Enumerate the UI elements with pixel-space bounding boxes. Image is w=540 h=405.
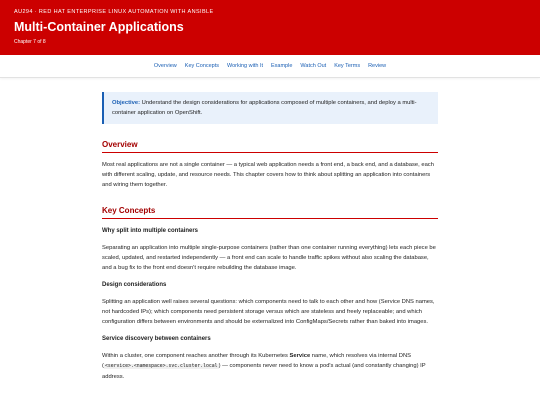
- service-discovery-text-c: ) — components never need to know a pod's actual (and constantly changing) IP address.: [102, 363, 426, 380]
- objective-label: Objective:: [112, 100, 141, 106]
- service-discovery-paragraph: [102, 351, 438, 382]
- nav-link-overview[interactable]: Overview: [153, 63, 177, 69]
- service-term: Service: [289, 353, 311, 359]
- nav-link-review[interactable]: Review: [368, 63, 387, 69]
- service-discovery-heading: Service discovery between containers: [102, 336, 211, 342]
- design-considerations-heading: Design considerations: [102, 282, 167, 288]
- service-discovery-text-a: Within a cluster, one component reaches another through its Kubernetes: [102, 353, 290, 359]
- overview-heading: Overview: [102, 140, 438, 153]
- why-split-paragraph: Separating an application into multiple single-purpose containers (rather than one container running everything) lets each piece be scaled, updated, and restarted independently — a front end can scale to handle traffic spikes without also scaling the database, and a bug fix to the front end doesn't require rebuilding the database image.: [102, 245, 436, 271]
- objective-text: Understand the design considerations for applications composed of multiple containers, and deploy a multi-container application on OpenShift.: [112, 100, 417, 116]
- objective-callout: [102, 92, 438, 124]
- why-split-heading: Why split into multiple containers: [102, 228, 199, 234]
- main-content: [102, 78, 438, 382]
- nav-link-example[interactable]: Example: [271, 63, 293, 69]
- service-discovery-text-b: name, which resolves via internal DNS (: [102, 353, 412, 369]
- chapter-indicator: Chapter 7 of 8: [14, 39, 46, 45]
- page-title: Multi-Container Applications: [14, 20, 184, 34]
- nav-link-key-terms[interactable]: Key Terms: [334, 63, 361, 69]
- course-label: AU294 · RED HAT ENTERPRISE LINUX AUTOMATION WITH ANSIBLE: [14, 9, 214, 15]
- nav-link-working-with-it[interactable]: Working with It: [227, 63, 263, 69]
- key-concepts-heading: Key Concepts: [102, 206, 438, 219]
- overview-paragraph: Most real applications are not a single container — a typical web application needs a front end, a back end, and a database, each with different scaling, update, and resource needs. This chapter covers how to think about splitting an application into containers and wiring them together.: [102, 162, 434, 188]
- nav-link-watch-out[interactable]: Watch Out: [300, 63, 327, 69]
- service-dns-code: <service>.<namespace>.svc.cluster.local: [104, 364, 218, 369]
- page-header: [0, 0, 540, 55]
- section-nav: [0, 55, 540, 78]
- design-considerations-paragraph: Splitting an application well raises several questions: which components need to talk to each other and how (Service DNS names, not hardcoded IPs); which components need persistent storage versus which are stateless and freely replaceable; and which configuration differs between environments and should be externalized into ConfigMaps/Secrets rather than baked into images.: [102, 299, 435, 325]
- nav-link-key-concepts[interactable]: Key Concepts: [184, 63, 220, 69]
